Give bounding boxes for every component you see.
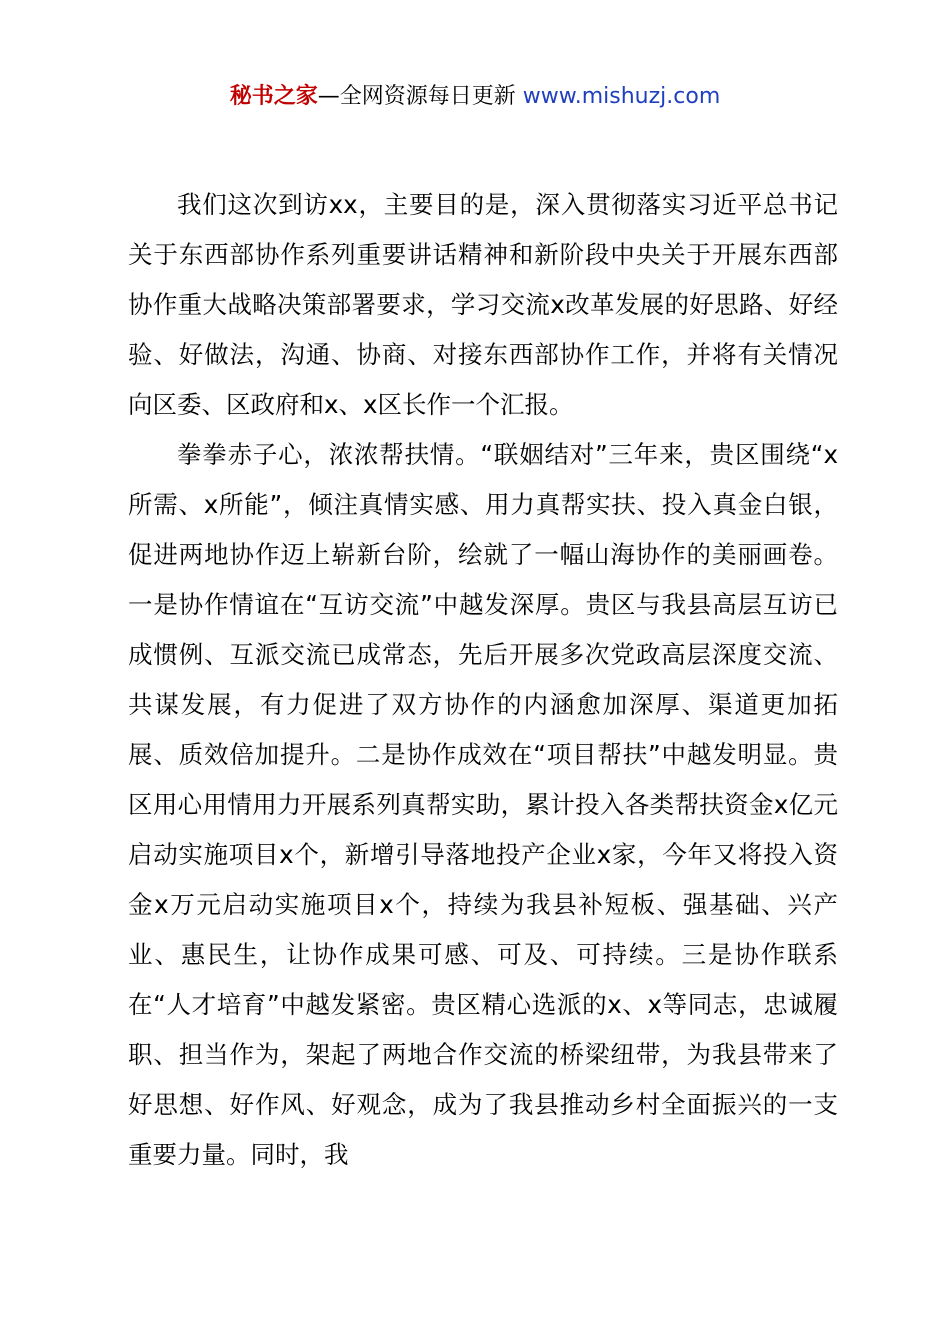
- paragraph-1: 我们这次到访xx，主要目的是，深入贯彻落实习近平总书记关于东西部协作系列重要讲话精神和新阶段中央关于开展东西部协作重大战略决策部署要求，学习交流x改革发展的好思路、好经验、好做法，沟通、协商、对接东西部协作工作，并将有关情况向区委、区政府和x、x区长作一个汇报。: [128, 190, 838, 419]
- header-tagline: —全网资源每日更新: [317, 84, 516, 109]
- document-header: [0, 80, 950, 114]
- document-body: [128, 180, 838, 1180]
- paragraph-2: 拳拳赤子心，浓浓帮扶情。“联姻结对”三年来，贵区围绕“x所需、x所能”，倾注真情实感、用力真帮实扶、投入真金白银，促进两地协作迈上崭新台阶，绘就了一幅山海协作的美丽画卷。一是协作情谊在“互访交流”中越发深厚。贵区与我县高层互访已成惯例、互派交流已成常态，先后开展多次党政高层深度交流、共谋发展，有力促进了双方协作的内涵愈加深厚、渠道更加拓展、质效倍加提升。二是协作成效在“项目帮扶”中越发明显。贵区用心用情用力开展系列真帮实助，累计投入各类帮扶资金x亿元启动实施项目x个，新增引导落地投产企业x家，今年又将投入资金x万元启动实施项目x个，持续为我县补短板、强基础、兴产业、惠民生，让协作成果可感、可及、可持续。三是协作联系在“人才培育”中越发紧密。贵区精心选派的x、x等同志，忠诚履职、担当作为，架起了两地合作交流的桥梁纽带，为我县带来了好思想、好作风、好观念，成为了我县推动乡村全面振兴的一支重要力量。同时，我: [128, 440, 838, 1169]
- brand-name: 秘书之家: [229, 84, 318, 109]
- site-url-link[interactable]: www.mishuzj.com: [522, 84, 721, 109]
